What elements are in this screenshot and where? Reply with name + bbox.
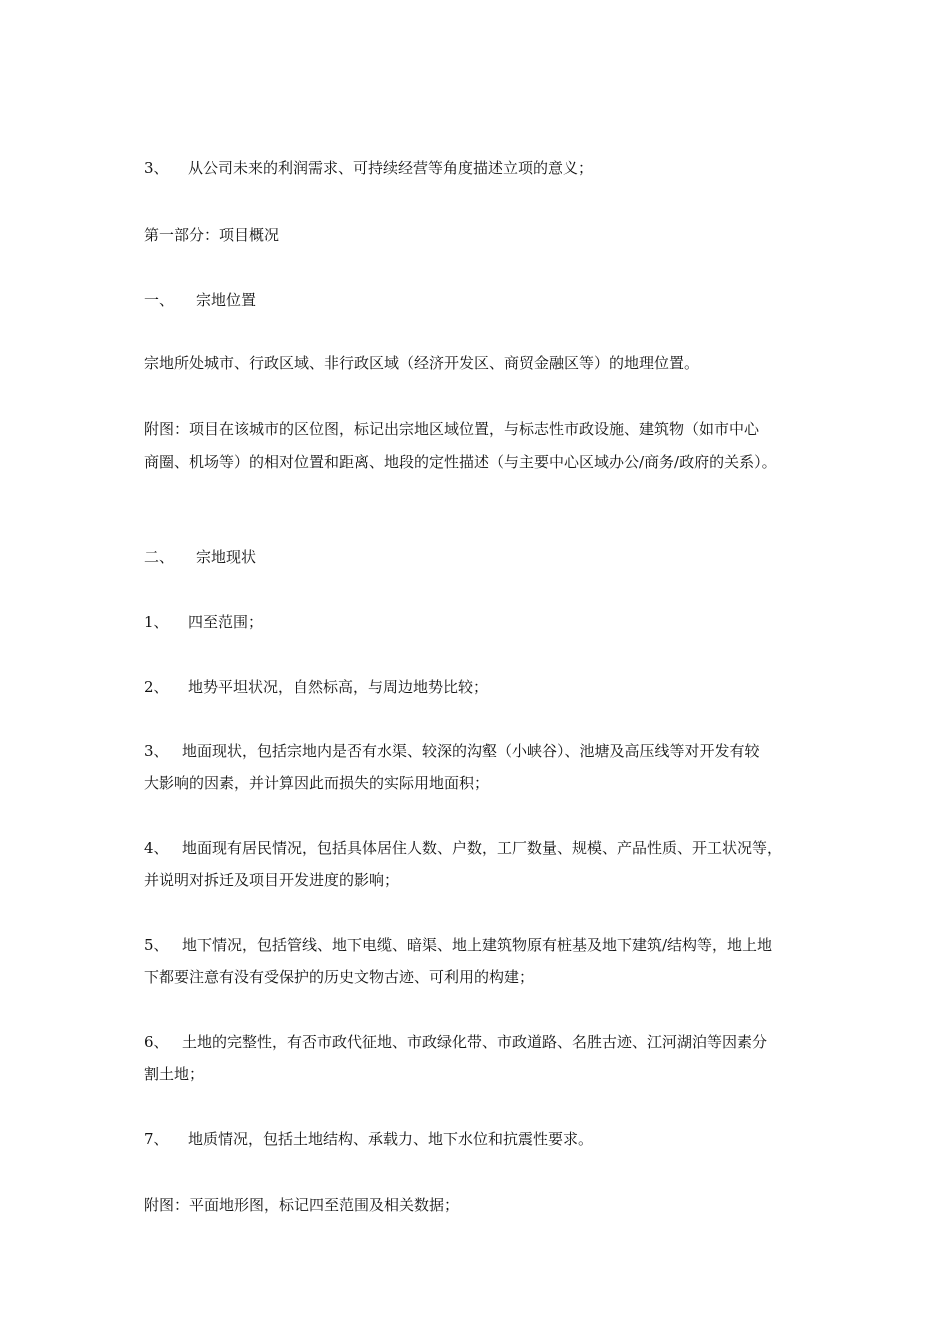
paragraph-location-desc: 宗地所处城市、行政区域、非行政区域（经济开发区、商贸金融区等）的地理位置。 (144, 354, 700, 372)
list-item (144, 1032, 816, 1052)
list-item (144, 677, 816, 697)
list-item (144, 612, 816, 632)
list-number: 二、 (144, 548, 175, 566)
paragraph-attachment-location-line1: 附图：项目在该城市的区位图，标记出宗地区域位置，与标志性市政设施、建筑物（如市中心 (144, 420, 760, 438)
paragraph-significance (144, 158, 816, 178)
list-item-text: 地势平坦状况，自然标高，与周边地势比较； (188, 678, 489, 696)
list-item-text: 地面现状，包括宗地内是否有水渠、较深的沟壑（小峡谷）、池塘及高压线等对开发有较 (182, 742, 760, 760)
subsection-heading-location (144, 290, 816, 310)
list-number: 7、 (144, 1130, 169, 1148)
list-item (144, 1129, 816, 1149)
heading-text: 宗地现状 (196, 548, 257, 566)
paragraph-text: 从公司未来的利润需求、可持续经营等角度描述立项的意义； (188, 159, 594, 177)
section-heading-part-one: 第一部分：项目概况 (144, 226, 280, 244)
subsection-heading-status (144, 547, 816, 567)
list-item-continuation: 下都要注意有没有受保护的历史文物古迹、可利用的构建； (144, 968, 535, 986)
list-item (144, 838, 816, 858)
list-number: 5、 (144, 936, 169, 954)
list-item-text: 四至范围； (188, 613, 264, 631)
list-item-text: 地下情况，包括管线、地下电缆、暗渠、地上建筑物原有桩基及地下建筑/结构等，地上地 (182, 936, 773, 954)
list-item-text: 地面现有居民情况，包括具体居住人数、户数，工厂数量、规模、产品性质、开工状况等， (182, 839, 783, 857)
list-item-text: 土地的完整性，有否市政代征地、市政绿化带、市政道路、名胜古迹、江河湖泊等因素分 (182, 1033, 768, 1051)
list-number: 2、 (144, 678, 169, 696)
list-number: 1、 (144, 613, 169, 631)
list-item-continuation: 割土地； (144, 1065, 205, 1083)
list-number: 3、 (144, 742, 169, 760)
list-item (144, 741, 816, 761)
list-number: 4、 (144, 839, 169, 857)
list-number: 一、 (144, 291, 175, 309)
paragraph-attachment-location-line2: 商圈、机场等）的相对位置和距离、地段的定性描述（与主要中心区域办公/商务/政府的关系）。 (144, 453, 777, 471)
list-item-text: 地质情况，包括土地结构、承载力、地下水位和抗震性要求。 (188, 1130, 594, 1148)
list-item-continuation: 并说明对拆迁及项目开发进度的影响； (144, 871, 400, 889)
list-item-continuation: 大影响的因素，并计算因此而损失的实际用地面积； (144, 774, 490, 792)
list-item (144, 935, 816, 955)
list-number: 6、 (144, 1033, 169, 1051)
heading-text: 宗地位置 (196, 291, 257, 309)
list-number: 3、 (144, 159, 169, 177)
paragraph-attachment-topo: 附图：平面地形图，标记四至范围及相关数据； (144, 1196, 460, 1214)
